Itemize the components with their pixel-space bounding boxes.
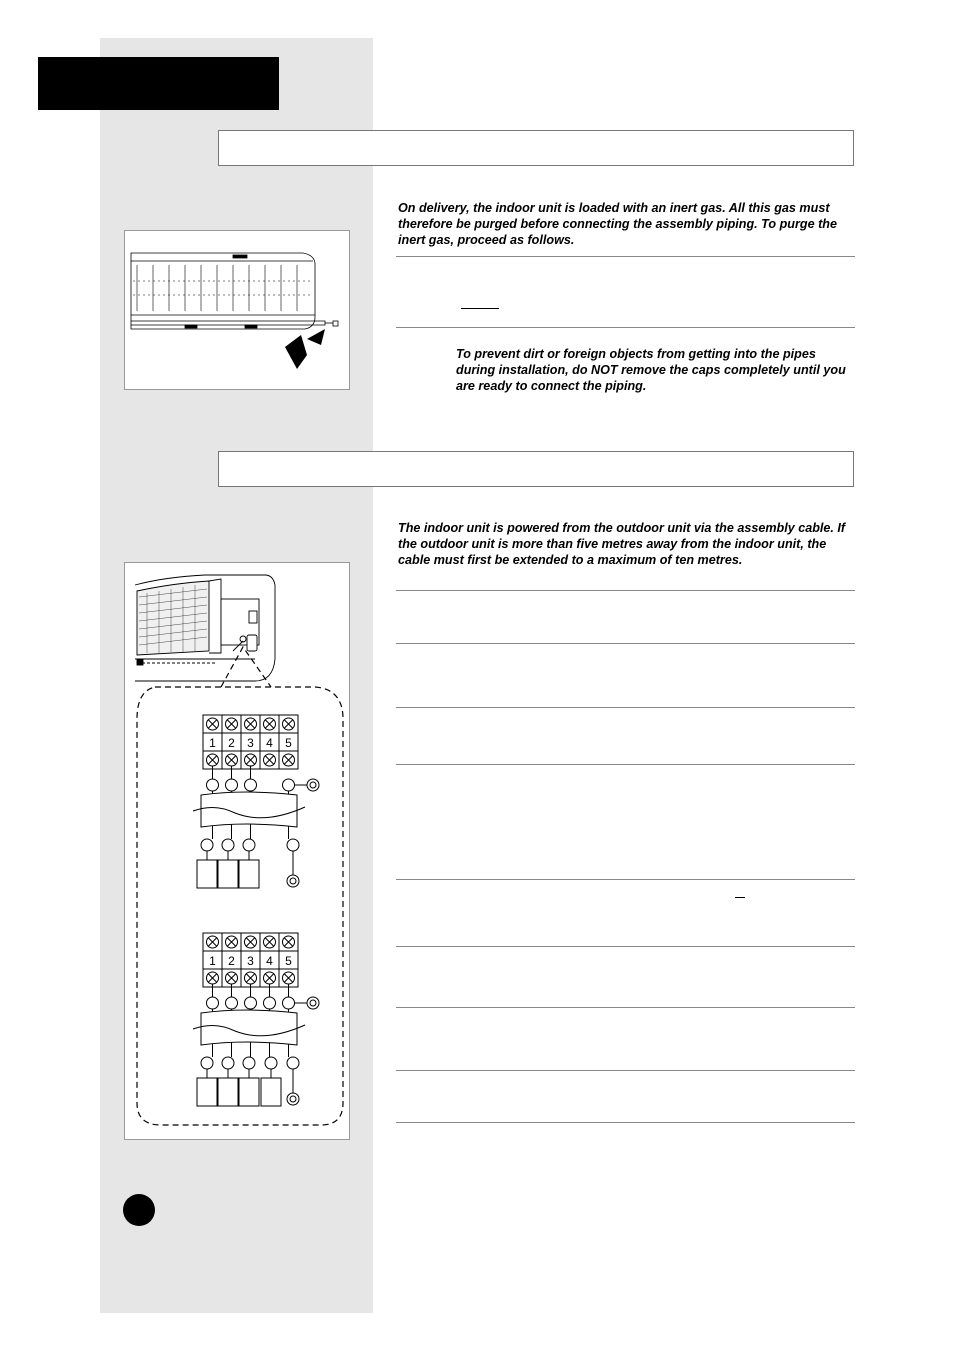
divider: [396, 764, 855, 765]
blank-underline: [461, 308, 499, 309]
terminal-label: 4: [266, 736, 273, 750]
wiring-diagram-figure: [124, 562, 350, 1140]
cable-intro-text: The indoor unit is powered from the outdoor unit via the assembly cable. If the outdoor unit is more than five metres away from the indoor unit, the cable must first be extended to a maximum of ten metres.: [398, 521, 846, 567]
divider: [396, 256, 855, 257]
divider: [396, 643, 855, 644]
terminal-label: 4: [266, 954, 273, 968]
terminal-label: 2: [228, 954, 235, 968]
purge-intro-text: On delivery, the indoor unit is loaded with an inert gas. All this gas must therefore be purged before connecting the assembly piping. To purge the inert gas, proceed as follows.: [398, 201, 837, 247]
divider: [396, 590, 855, 591]
terminal-label: 2: [228, 736, 235, 750]
terminal-label: 5: [285, 954, 292, 968]
indoor-unit-figure: [124, 230, 350, 390]
divider: [396, 1122, 855, 1123]
terminal-label: 5: [285, 736, 292, 750]
indoor-unit-side-illustration: [135, 575, 275, 681]
wiring-bottom: [193, 984, 319, 1106]
section-title-box-cable: [218, 451, 854, 487]
header-title-block: [38, 57, 279, 110]
divider: [396, 327, 855, 328]
terminal-label: 1: [209, 736, 216, 750]
divider: [396, 707, 855, 708]
terminal-label: 3: [247, 954, 254, 968]
pointer-arrow-icon: [285, 329, 325, 369]
terminal-label: 3: [247, 736, 254, 750]
wiring-top: [193, 766, 319, 888]
section-title-box-purging: [218, 130, 854, 166]
indoor-unit-front-illustration: [131, 253, 338, 329]
divider: [396, 1007, 855, 1008]
blank-underline: [735, 897, 745, 898]
divider: [396, 879, 855, 880]
divider: [396, 1070, 855, 1071]
caution-text: To prevent dirt or foreign objects from getting into the pipes during installation, do NOT remove the caps completely until you are ready to connect the piping.: [456, 347, 846, 393]
page-number-badge: [123, 1194, 155, 1226]
terminal-label: 1: [209, 954, 216, 968]
divider: [396, 946, 855, 947]
